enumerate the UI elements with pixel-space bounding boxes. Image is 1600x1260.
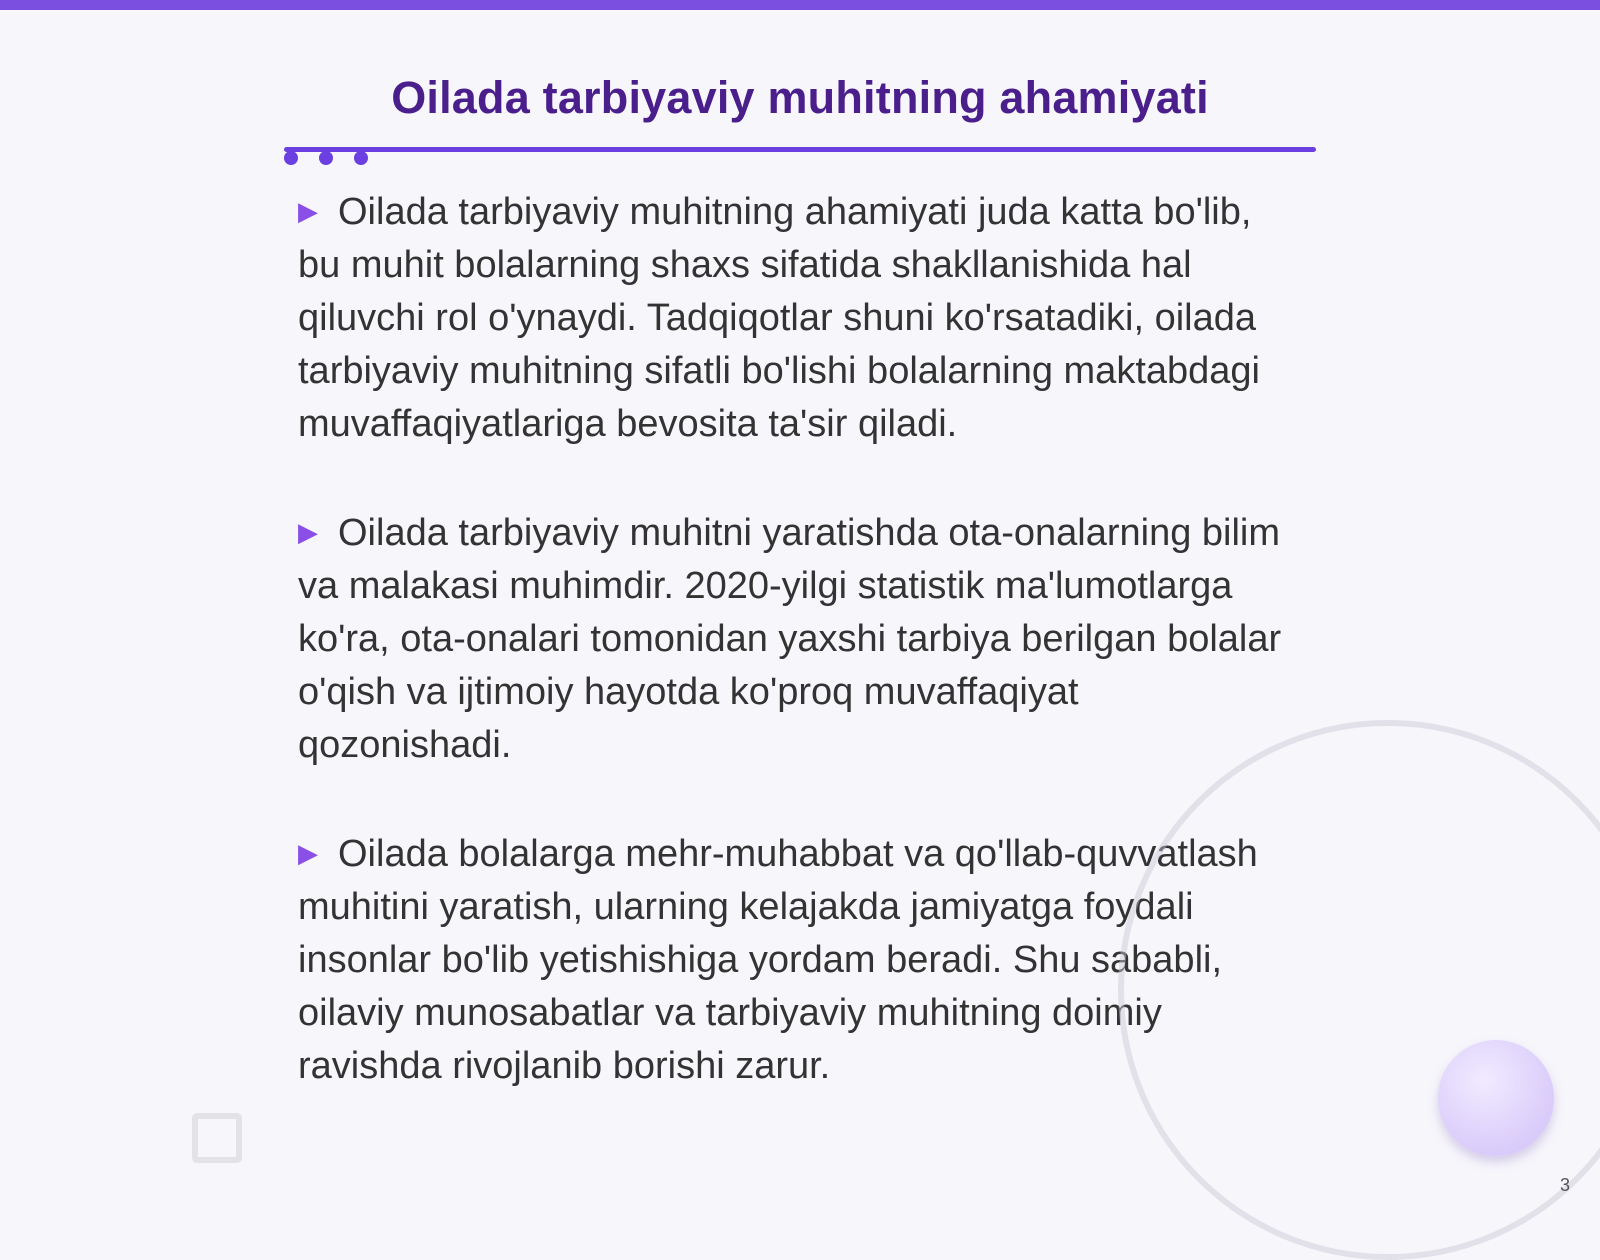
decorative-dot <box>319 151 333 165</box>
triangle-bullet-icon: ▶ <box>298 196 318 226</box>
top-accent-bar <box>0 0 1600 10</box>
title-underline <box>284 147 1316 152</box>
decorative-dot <box>354 151 368 165</box>
paragraph-text: Oilada bolalarga mehr-muhabbat va qo'llab-quvvatlash muhitini yaratish, ularning kelajakda jamiyatga foydali insonlar bo'lib yetishishiga yordam beradi. Shu sababli, oilaviy munosabatlar va tarbiyaviy muhitning doimiy ravishda rivojlanib borishi zarur. <box>298 833 1258 1087</box>
decorative-dot <box>284 151 298 165</box>
bullet-paragraph <box>298 506 1288 772</box>
paragraph-text: Oilada tarbiyaviy muhitni yaratishda ota-onalarning bilim va malakasi muhimdir. 2020-yilgi statistik ma'lumotlarga ko'ra, ota-onalari tomonidan yaxshi tarbiya berilgan bolalar o'qish va ijtimoiy hayotda ko'proq muvaffaqiyat qozonishadi. <box>298 512 1282 766</box>
paragraph-text: Oilada tarbiyaviy muhitning ahamiyati juda katta bo'lib, bu muhit bolalarning shaxs sifatida shakllanishida hal qiluvchi rol o'ynaydi. Tadqiqotlar shuni ko'rsatadiki, oilada tarbiyaviy muhitning sifatli bo'lishi bolalarning maktabdagi muvaffaqiyatlariga bevosita ta'sir qiladi. <box>298 191 1260 445</box>
slide-title: Oilada tarbiyaviy muhitning ahamiyati <box>391 72 1209 123</box>
decorative-sphere <box>1438 1040 1554 1156</box>
triangle-bullet-icon: ▶ <box>298 838 318 868</box>
decorative-square <box>192 1113 242 1163</box>
bullet-paragraph <box>298 185 1288 451</box>
page-number: 3 <box>1559 1175 1570 1195</box>
triangle-bullet-icon: ▶ <box>298 517 318 547</box>
